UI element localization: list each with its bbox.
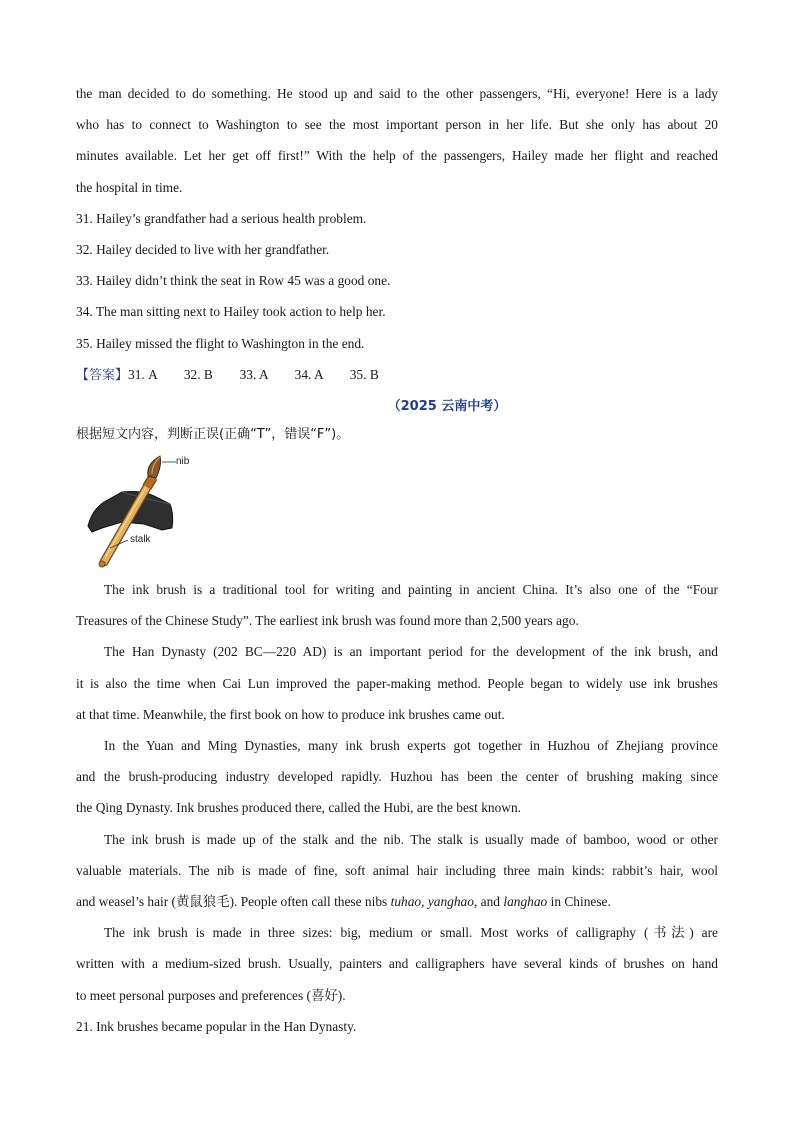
ink-brush-illustration: [82, 452, 212, 568]
term-langhao: langhao: [503, 894, 548, 910]
question-21: 21. Ink brushes became popular in the Han Dynasty.: [76, 1018, 357, 1034]
paragraph-5: [76, 917, 718, 1011]
term-tuhao: tuhao: [390, 894, 422, 910]
passage-line: it is also the time when Cai Lun improved the paper-making method. People began to widely use ink brushes: [76, 675, 718, 691]
passage-line: valuable materials. The nib is made of fine, soft animal hair including three main kinds: rabbit’s hair, wool: [76, 862, 718, 878]
statement-34: 34. The man sitting next to Hailey took action to help her.: [76, 304, 386, 320]
reading-passage: [76, 574, 718, 1011]
passage-line: to meet personal purposes and preferences (喜好).: [76, 987, 346, 1003]
passage-line: Treasures of the Chinese Study”. The earliest ink brush was found more than 2,500 years ago.: [76, 613, 579, 629]
passage-line: The ink brush is made in three sizes: big, medium or small. Most works of calligraphy (书法) are: [104, 925, 718, 941]
statement-35: 35. Hailey missed the flight to Washington in the end.: [76, 335, 365, 351]
passage-line: minutes available. Let her get off first!” With the help of the passengers, Hailey made her flight and reached: [76, 148, 718, 164]
text-segment: , and: [473, 894, 504, 910]
passage-line: The Han Dynasty (202 BC—220 AD) is an important period for the development of the ink brush, and: [104, 644, 718, 660]
passage-line: and the brush-producing industry developed rapidly. Huzhou has been the center of brushing making since: [76, 769, 718, 785]
passage-line: written with a medium-sized brush. Usually, painters and calligraphers have several kinds of brushes on hand: [76, 956, 718, 972]
passage-line: The ink brush is a traditional tool for writing and painting in ancient China. It’s also one of the “Four: [104, 582, 718, 598]
passage-line: who has to connect to Washington to see the most important person in her life. But she only has about 20: [76, 117, 718, 133]
passage-line: The ink brush is made up of the stalk and the nib. The stalk is usually made of bamboo, wood or other: [104, 831, 718, 847]
passage-line: the hospital in time.: [76, 179, 183, 195]
nib-label: nib: [176, 456, 190, 468]
answer-text: 31. A 32. B 33. A 34. A 35. B: [128, 366, 379, 382]
text-segment: in Chinese.: [547, 894, 611, 910]
term-yanghao: yanghao: [427, 894, 474, 910]
passage-line: the man decided to do something. He stood up and said to the other passengers, “Hi, everyone! Here is a lady: [76, 86, 718, 101]
paragraph-4: [76, 824, 718, 918]
paragraph-2: [76, 636, 718, 730]
document-page: [76, 78, 718, 1042]
statement-32: 32. Hailey decided to live with her grandfather.: [76, 242, 330, 258]
paragraph-1: [76, 574, 718, 636]
text-segment: and weasel’s hair (黄鼠狼毛). People often call these nibs: [76, 894, 391, 910]
passage-top: [76, 78, 718, 203]
paragraph-3: [76, 730, 718, 824]
instruction: 根据短文内容，判断正误(正确“T”，错误“F”)。: [76, 427, 350, 443]
passage-line: In the Yuan and Ming Dynasties, many ink brush experts got together in Huzhou of Zhejiang province: [104, 738, 718, 754]
text-segment: ,: [421, 894, 428, 910]
statement-list: [76, 203, 718, 359]
passage-line: at that time. Meanwhile, the first book on how to produce ink brushes came out.: [76, 706, 505, 722]
passage-line: [76, 886, 718, 917]
answer-key: [76, 359, 718, 391]
answer-label: 【答案】: [76, 367, 129, 383]
source-title: （2025 云南中考）: [387, 399, 507, 415]
statement-33: 33. Hailey didn’t think the seat in Row 45 was a good one.: [76, 273, 391, 289]
ink-brush-figure: [82, 452, 212, 568]
statement-31: 31. Hailey’s grandfather had a serious health problem.: [76, 210, 367, 226]
stalk-label: stalk: [130, 534, 151, 546]
passage-line: the Qing Dynasty. Ink brushes produced there, called the Hubi, are the best known.: [76, 800, 521, 816]
